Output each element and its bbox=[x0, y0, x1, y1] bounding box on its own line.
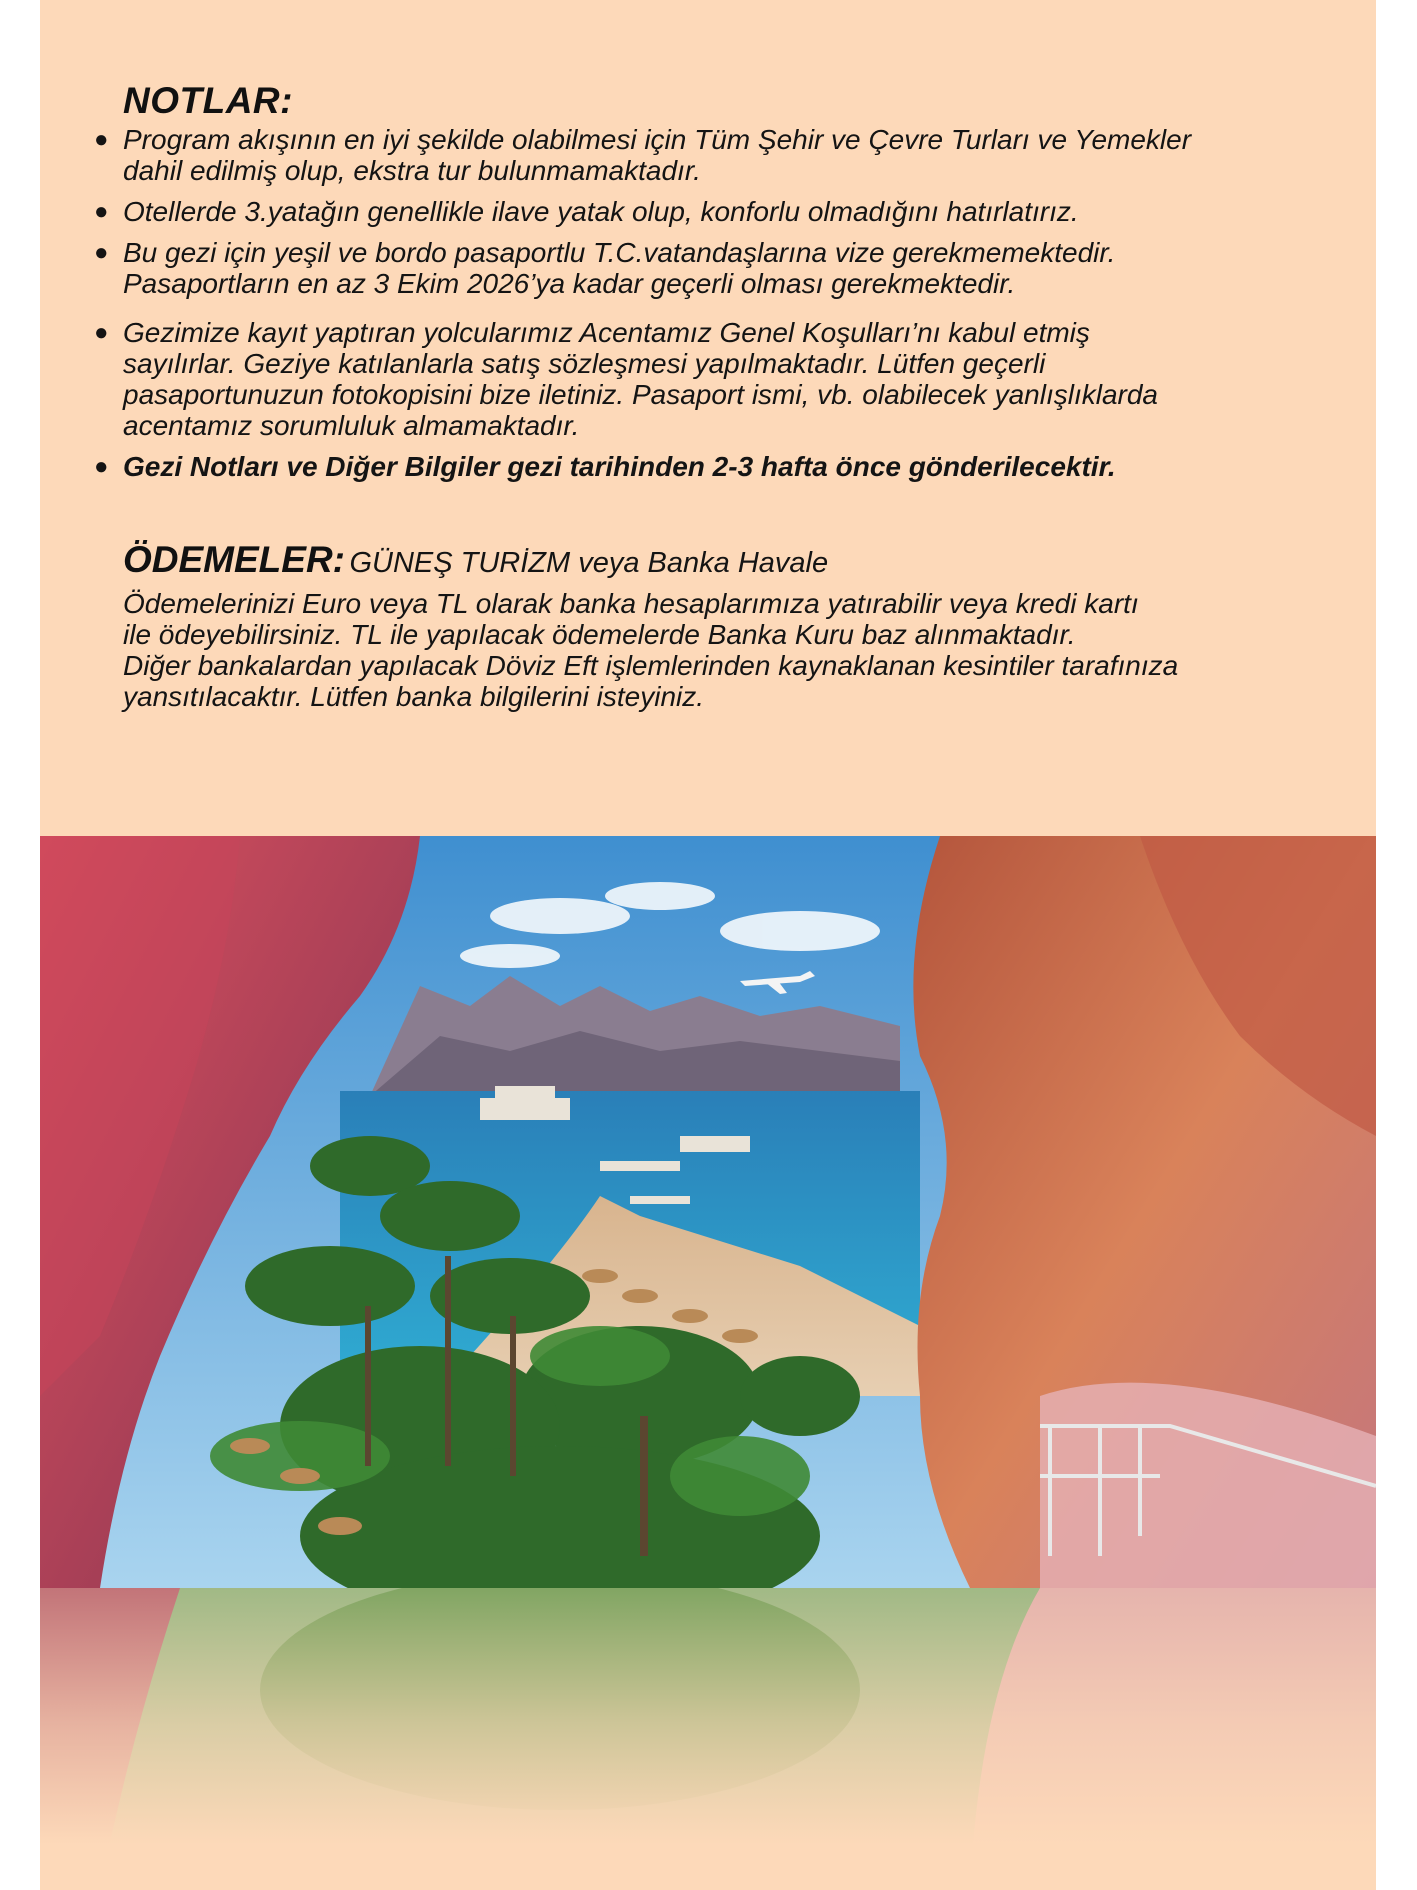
note-line: Otellerde 3.yatağın genellikle ilave yatak olup, konforlu olmadığını hatırlatırız. bbox=[123, 196, 1079, 227]
note-line: Program akışının en iyi şekilde olabilmesi için Tüm Şehir ve Çevre Turları ve Yemekler bbox=[123, 124, 1192, 155]
note-item bbox=[94, 124, 1363, 186]
notes-heading: NOTLAR: bbox=[123, 80, 293, 121]
reflection-fade-overlay bbox=[40, 1588, 1376, 1890]
note-line: sayılırlar. Geziye katılanlarla satış sözleşmesi yapılmaktadır. Lütfen geçerli bbox=[123, 348, 1046, 379]
note-item bbox=[94, 237, 1363, 299]
note-line: Gezi Notları ve Diğer Bilgiler gezi tarihinden 2-3 hafta önce gönderilecektir. bbox=[123, 451, 1116, 482]
payments-line: ile ödeyebilirsiniz. TL ile yapılacak ödemelerde Banka Kuru baz alınmaktadır. bbox=[123, 619, 1076, 650]
note-line: Bu gezi için yeşil ve bordo pasaportlu T.C.vatandaşlarına vize gerekmemektedir. bbox=[123, 237, 1116, 268]
brochure-page bbox=[40, 0, 1376, 1890]
bullet-icon: ● bbox=[94, 198, 109, 225]
payments-subtitle: GÜNEŞ TURİZM veya Banka Havale bbox=[349, 547, 829, 579]
payments-heading: ÖDEMELER: bbox=[123, 539, 345, 580]
bullet-icon: ● bbox=[94, 453, 109, 480]
bullet-icon: ● bbox=[94, 239, 109, 266]
note-line: acentamız sorumluluk almamaktadır. bbox=[123, 410, 580, 441]
payments-line: Ödemelerinizi Euro veya TL olarak banka hesaplarımıza yatırabilir veya kredi kartı bbox=[123, 588, 1139, 619]
note-item bbox=[94, 317, 1363, 441]
payments-line: yansıtılacaktır. Lütfen banka bilgilerini isteyiniz. bbox=[123, 681, 705, 712]
note-item-highlight bbox=[94, 451, 1363, 482]
note-line: pasaportunuzun fotokopisini bize iletiniz. Pasaport ismi, vb. olabilecek yanlışlıklarda bbox=[123, 379, 1158, 410]
resort-photo bbox=[40, 836, 1376, 1588]
bullet-icon: ● bbox=[94, 319, 109, 346]
notes-list bbox=[94, 124, 1363, 482]
note-line: dahil edilmiş olup, ekstra tur bulunmamaktadır. bbox=[123, 155, 701, 186]
note-line: Pasaportların en az 3 Ekim 2026’ya kadar geçerli olması gerekmektedir. bbox=[123, 268, 1016, 299]
payments-header bbox=[123, 540, 1363, 588]
bullet-icon: ● bbox=[94, 126, 109, 153]
payments-section bbox=[123, 540, 1363, 712]
note-line: Gezimize kayıt yaptıran yolcularımız Acentamız Genel Koşulları’nı kabul etmiş bbox=[123, 317, 1090, 348]
note-item bbox=[94, 196, 1363, 227]
payments-line: Diğer bankalardan yapılacak Döviz Eft işlemlerinden kaynaklanan kesintiler tarafınıza bbox=[123, 650, 1179, 681]
